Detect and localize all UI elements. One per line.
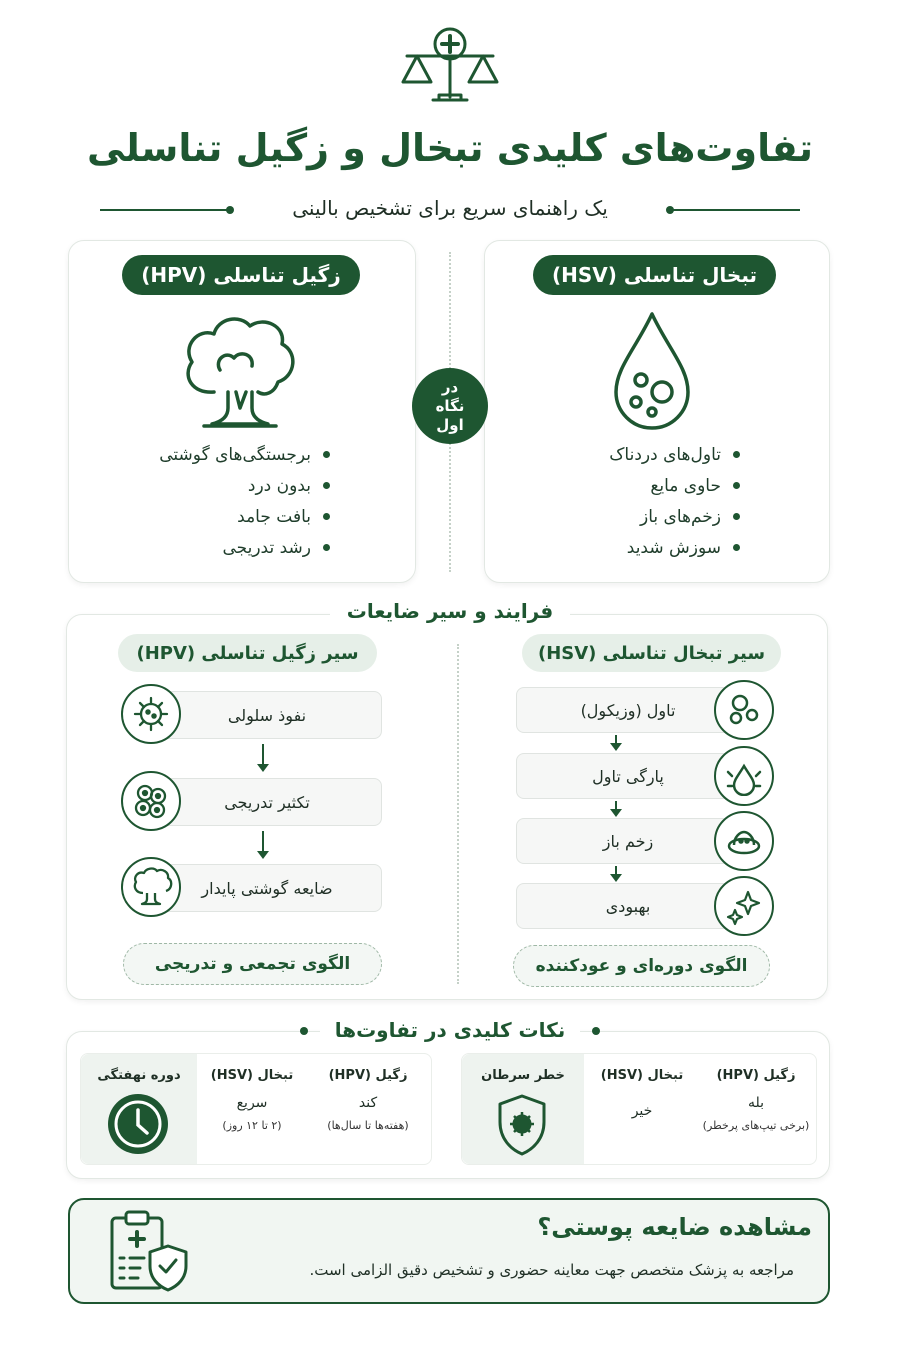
- hpv-process-label: سیر زگیل تناسلی (HPV): [118, 634, 377, 672]
- open-sore-icon: [714, 811, 774, 871]
- cancer-hpv-note: (برخی تیپ‌های پرخطر): [702, 1119, 810, 1132]
- hsv-step-1: تاول (وزیکول): [516, 687, 740, 733]
- process-title: فرایند و سیر ضایعات: [330, 599, 570, 623]
- hpv-step-2: تکثیر تدریجی: [152, 778, 382, 826]
- shield-virus-icon: [492, 1092, 552, 1158]
- hsv-pattern: الگوی دوره‌ای و عودکننده: [513, 945, 770, 987]
- hpv-pattern: الگوی تجمعی و تدریجی: [123, 943, 382, 985]
- hsv-arrow: [615, 735, 617, 749]
- hpv-label: زگیل تناسلی (HPV): [122, 255, 360, 295]
- vesicle-icon: [714, 680, 774, 740]
- incubation-hsv-head: تبخال (HSV): [210, 1068, 294, 1083]
- cancer-hpv-head: زگیل (HPV): [716, 1068, 796, 1083]
- hsv-arrow: [615, 866, 617, 880]
- subtitle-line-left: [100, 209, 230, 211]
- hsv-bullet: تاول‌های دردناک: [560, 439, 740, 470]
- cell-cluster-icon: [121, 771, 181, 831]
- hsv-process-label: سیر تبخال تناسلی (HSV): [522, 634, 781, 672]
- cancer-hsv-value: خیر: [631, 1103, 653, 1119]
- hsv-step-2: پارگی تاول: [516, 753, 740, 799]
- badge-line-2: نگاه: [435, 396, 465, 415]
- process-divider: [457, 644, 459, 984]
- footer-title: مشاهده ضایعه پوستی؟: [537, 1213, 812, 1241]
- cancer-hpv-value: بله: [747, 1095, 765, 1111]
- key-title-dot-left: [300, 1027, 308, 1035]
- hsv-bullet: زخم‌های باز: [560, 501, 740, 532]
- cancer-hsv-head: تبخال (HSV): [600, 1068, 684, 1083]
- hsv-bullets: [560, 439, 740, 563]
- cauliflower-small-icon: [121, 857, 181, 917]
- cancer-hpv-cell: [700, 1068, 812, 1132]
- hpv-step-3: ضایعه گوشتی پایدار: [152, 864, 382, 912]
- incubation-hpv-head: زگیل (HPV): [328, 1068, 408, 1083]
- cancer-title: خطر سرطان: [481, 1068, 565, 1083]
- rupture-icon: [714, 746, 774, 806]
- incubation-title: دوره نهفتگی: [97, 1068, 181, 1083]
- cauliflower-icon: [174, 310, 306, 434]
- sparkle-heal-icon: [714, 876, 774, 936]
- incubation-hsv-value: سریع: [236, 1095, 268, 1111]
- clock-icon: [106, 1092, 170, 1156]
- droplet-bubbles-icon: [606, 308, 698, 432]
- hpv-bullets: [140, 439, 330, 563]
- at-a-glance-badge: [412, 368, 488, 444]
- footer-text: مراجعه به پزشک متخصص جهت معاینه حضوری و تشخیص دقیق الزامی است.: [309, 1261, 794, 1279]
- incubation-hsv-cell: [202, 1068, 302, 1132]
- hsv-step-3: زخم باز: [516, 818, 740, 864]
- page-title: تفاوت‌های کلیدی تبخال و زگیل تناسلی: [87, 126, 813, 170]
- badge-line-3: اول: [436, 415, 464, 434]
- hsv-bullet: سوزش شدید: [560, 532, 740, 563]
- incubation-hpv-value: کند: [358, 1095, 378, 1111]
- subtitle: یک راهنمای سریع برای تشخیص بالینی: [292, 196, 608, 220]
- cancer-hsv-cell: [592, 1068, 692, 1119]
- virus-icon: [121, 684, 181, 744]
- subtitle-line-right: [670, 209, 800, 211]
- medical-scale-icon: [395, 22, 505, 108]
- hpv-bullet: بافت جامد: [140, 501, 330, 532]
- badge-line-1: در: [441, 377, 459, 396]
- hpv-arrow: [262, 831, 264, 857]
- clipboard-shield-icon: [104, 1208, 192, 1294]
- hpv-step-1: نفوذ سلولی: [152, 691, 382, 739]
- hpv-bullet: بدون درد: [140, 470, 330, 501]
- hpv-arrow: [262, 744, 264, 770]
- hsv-label: تبخال تناسلی (HSV): [533, 255, 776, 295]
- incubation-hpv-note: (هفته‌ها تا سال‌ها): [327, 1119, 409, 1132]
- hsv-step-4: بهبودی: [516, 883, 740, 929]
- hsv-bullet: حاوی مایع: [560, 470, 740, 501]
- incubation-hpv-cell: [310, 1068, 426, 1132]
- incubation-hsv-note: (۲ تا ۱۲ روز): [222, 1119, 282, 1132]
- key-title-dot-right: [592, 1027, 600, 1035]
- subtitle-dot-left: [226, 206, 234, 214]
- key-points-title: نکات کلیدی در تفاوت‌ها: [320, 1018, 580, 1042]
- hsv-arrow: [615, 801, 617, 815]
- hpv-bullet: رشد تدریجی: [140, 532, 330, 563]
- hpv-bullet: برجستگی‌های گوشتی: [140, 439, 330, 470]
